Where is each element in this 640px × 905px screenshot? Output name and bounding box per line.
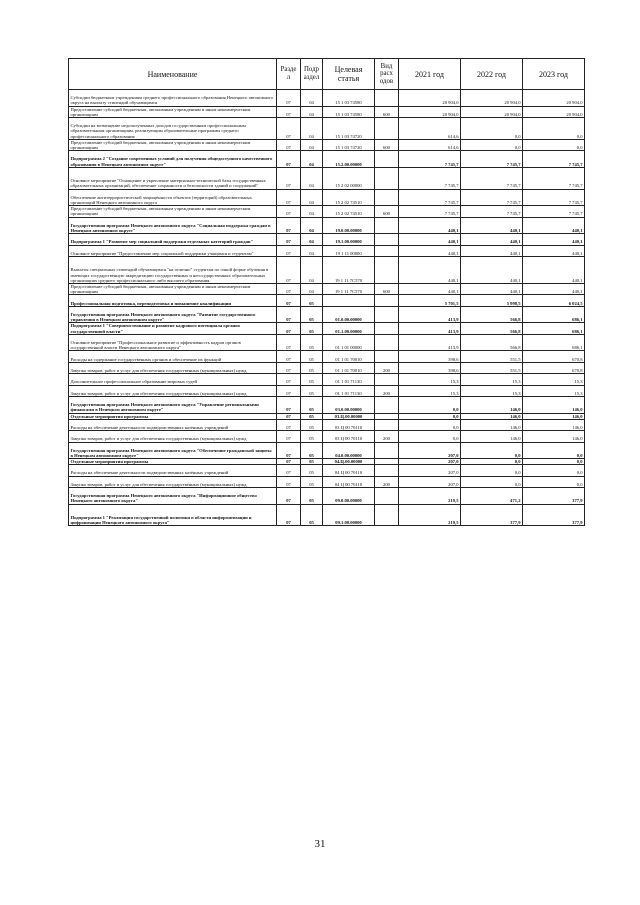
cell-2022: 0,0 (461, 118, 523, 140)
cell-2022: 0,0 (461, 139, 523, 150)
cell-statya: 19.0.00.00000 (323, 217, 375, 234)
cell-statya (323, 295, 375, 306)
cell-2021: 440,1 (399, 234, 461, 245)
table-body (69, 90, 585, 526)
cell-razdel: 07 (277, 442, 301, 459)
cell-razdel: 07 (277, 488, 301, 505)
cell-vid (375, 295, 399, 306)
cell-razdel: 07 (277, 419, 301, 430)
cell-statya: 03 Ц 00 70110 (323, 419, 375, 430)
cell-name: Отдельные мероприятия программы (69, 459, 277, 465)
cell-podrazdel: 05 (301, 295, 323, 306)
cell-podrazdel: 05 (301, 385, 323, 396)
cell-name: Закупка товаров, работ и услуг для обеспечения государственных (муниципальных) нужд (69, 431, 277, 442)
cell-2023: 15,3 (523, 385, 585, 396)
table-row (69, 431, 585, 442)
cell-2021: 219,5 (399, 504, 461, 526)
cell-vid: 600 (375, 139, 399, 150)
cell-2022: 566,8 (461, 323, 523, 334)
cell-2023: 0,0 (523, 476, 585, 487)
cell-vid (375, 334, 399, 351)
cell-2023: 0,0 (523, 139, 585, 150)
cell-podrazdel: 04 (301, 245, 323, 256)
cell-2023: 686,1 (523, 323, 585, 334)
cell-vid (375, 419, 399, 430)
cell-statya: 01 1 01 71130 (323, 385, 375, 396)
cell-2022: 440,1 (461, 245, 523, 256)
budget-table (68, 58, 585, 526)
cell-2023: 7 745,7 (523, 189, 585, 206)
cell-razdel: 07 (277, 106, 301, 117)
cell-podrazdel: 04 (301, 206, 323, 217)
cell-razdel: 07 (277, 396, 301, 413)
cell-razdel: 07 (277, 465, 301, 476)
cell-statya: 19 1 11 7С570 (323, 283, 375, 294)
cell-name: Дополнительное профессиональное образование мировых судей (69, 374, 277, 385)
cell-name: Расходы на содержание государственных органов и обеспечение их функций (69, 351, 277, 362)
cell-2022: 440,1 (461, 256, 523, 283)
cell-2023: 15,3 (523, 374, 585, 385)
cell-razdel: 07 (277, 217, 301, 234)
cell-podrazdel: 04 (301, 189, 323, 206)
cell-vid: 600 (375, 206, 399, 217)
cell-podrazdel: 05 (301, 396, 323, 413)
cell-statya: 01.0.00.00000 (323, 306, 375, 323)
cell-podrazdel: 05 (301, 476, 323, 487)
cell-2022: 377,9 (461, 504, 523, 526)
cell-2022: 7 745,7 (461, 189, 523, 206)
cell-2023: 6 024,5 (523, 295, 585, 306)
cell-razdel: 07 (277, 476, 301, 487)
cell-podrazdel: 05 (301, 504, 323, 526)
cell-statya: 09.0.00.00000 (323, 488, 375, 505)
col-header-2023: 2023 год (523, 59, 585, 90)
table-row (69, 106, 585, 117)
cell-name: Основное мероприятие "Предоставление мер социальной поддержки учащимся и студентам" (69, 245, 277, 256)
cell-vid (375, 151, 399, 168)
table-row (69, 488, 585, 505)
cell-2022: 0,0 (461, 465, 523, 476)
table-row (69, 465, 585, 476)
cell-razdel: 07 (277, 504, 301, 526)
cell-name: Профессиональная подготовка, переподготовка и повышение квалификации (69, 295, 277, 306)
cell-vid (375, 396, 399, 413)
cell-vid (375, 189, 399, 206)
cell-podrazdel: 05 (301, 488, 323, 505)
col-header-razdel: Разде л (277, 59, 301, 90)
cell-2023: 440,1 (523, 245, 585, 256)
cell-2021: 413,9 (399, 323, 461, 334)
cell-podrazdel: 05 (301, 431, 323, 442)
page-number: 31 (314, 838, 326, 850)
cell-2021: 20 904,0 (399, 90, 461, 107)
cell-2021: 207,0 (399, 459, 461, 465)
cell-2023: 440,1 (523, 283, 585, 294)
table-row (69, 283, 585, 294)
cell-statya: 15 1 03 74720 (323, 139, 375, 150)
cell-2021: 219,5 (399, 488, 461, 505)
budget-sheet (68, 58, 584, 526)
cell-podrazdel: 04 (301, 283, 323, 294)
table-row (69, 306, 585, 323)
cell-2021: 614,6 (399, 139, 461, 150)
cell-statya: 04.Ц.00.00000 (323, 459, 375, 465)
cell-podrazdel: 04 (301, 106, 323, 117)
cell-razdel: 07 (277, 245, 301, 256)
cell-statya: 01 1 01 71130 (323, 374, 375, 385)
cell-vid (375, 217, 399, 234)
cell-statya: 15 1 03 74580 (323, 106, 375, 117)
cell-name: Выплаты специальных стипендий обучающимся "на отлично" студентам по очной форме обучения в имеющих государственную аккредитацию государственных и негосударственных образовательных организациях среднего профессионального либо высшего образования (69, 256, 277, 283)
cell-2021: 0,0 (399, 419, 461, 430)
cell-2021: 7 745,7 (399, 167, 461, 189)
cell-statya: 04.0.00.00000 (323, 442, 375, 459)
cell-razdel: 07 (277, 234, 301, 245)
cell-podrazdel: 04 (301, 118, 323, 140)
cell-2021: 440,1 (399, 256, 461, 283)
cell-statya: 15 1 03 74580 (323, 90, 375, 107)
table-row (69, 351, 585, 362)
cell-name: Отдельные мероприятия программы (69, 413, 277, 419)
cell-name: Закупка товаров, работ и услуг для обеспечения государственных (муниципальных) нужд (69, 385, 277, 396)
cell-2023: 146,0 (523, 396, 585, 413)
cell-razdel: 07 (277, 90, 301, 107)
cell-vid (375, 256, 399, 283)
cell-statya: 04 Ц 00 70110 (323, 476, 375, 487)
cell-2023: 0,0 (523, 118, 585, 140)
cell-2022: 146,0 (461, 419, 523, 430)
cell-2023: 377,9 (523, 488, 585, 505)
cell-vid: 600 (375, 283, 399, 294)
cell-2023: 0,0 (523, 465, 585, 476)
cell-2022: 7 745,7 (461, 206, 523, 217)
table-row (69, 217, 585, 234)
cell-name: Расходы на обеспечение деятельности подведомственных казённых учреждений (69, 465, 277, 476)
cell-name: Государственная программа Ненецкого автономного округа "Управление региональными финансами в Ненецком автономном округе" (69, 396, 277, 413)
cell-2021: 15,3 (399, 374, 461, 385)
cell-2022: 15,3 (461, 385, 523, 396)
cell-2023: 377,9 (523, 504, 585, 526)
table-row (69, 323, 585, 334)
cell-statya: 15.2.00.00000 (323, 151, 375, 168)
table-row (69, 362, 585, 373)
cell-2021: 5 701,5 (399, 295, 461, 306)
cell-podrazdel: 04 (301, 90, 323, 107)
cell-2022: 551,5 (461, 362, 523, 373)
cell-2022: 146,0 (461, 396, 523, 413)
cell-razdel: 07 (277, 459, 301, 465)
cell-2023: 7 745,7 (523, 167, 585, 189)
cell-2022: 7 745,7 (461, 167, 523, 189)
cell-2023: 670,8 (523, 351, 585, 362)
cell-2021: 0,0 (399, 413, 461, 419)
table-row (69, 295, 585, 306)
cell-vid (375, 118, 399, 140)
cell-statya: 04 Ц 00 70110 (323, 465, 375, 476)
cell-2023: 440,1 (523, 234, 585, 245)
cell-podrazdel: 04 (301, 234, 323, 245)
cell-2022: 0,0 (461, 459, 523, 465)
cell-razdel: 07 (277, 385, 301, 396)
cell-podrazdel: 05 (301, 459, 323, 465)
cell-podrazdel: 05 (301, 419, 323, 430)
table-header-row (69, 59, 585, 90)
cell-name: Предоставление субсидий бюджетным, автономным учреждениям и иным некоммерческим организациям (69, 106, 277, 117)
cell-name: Расходы на обеспечение деятельности подведомственных казённых учреждений (69, 419, 277, 430)
cell-razdel: 07 (277, 431, 301, 442)
cell-name: Государственная программа Ненецкого автономного округа "Развитие государственного управления в Ненецком автономном округе" (69, 306, 277, 323)
cell-2023: 7 745,7 (523, 206, 585, 217)
cell-2023: 20 904,0 (523, 106, 585, 117)
cell-statya: 01 1 01 70010 (323, 351, 375, 362)
cell-2022: 20 904,0 (461, 106, 523, 117)
cell-2022: 5 998,5 (461, 295, 523, 306)
cell-razdel: 07 (277, 306, 301, 323)
cell-2023: 0,0 (523, 459, 585, 465)
table-row (69, 90, 585, 107)
cell-podrazdel: 05 (301, 413, 323, 419)
cell-name: Обеспечение антитеррористической защищённости объектов (территорий) образовательных организаций Ненецкого автономного округа (69, 189, 277, 206)
cell-podrazdel: 05 (301, 351, 323, 362)
cell-2023: 7 745,7 (523, 151, 585, 168)
table-row (69, 442, 585, 459)
cell-2021: 207,0 (399, 465, 461, 476)
cell-name: Предоставление субсидий бюджетным, автономным учреждениям и иным некоммерческим организациям (69, 283, 277, 294)
cell-2023: 440,1 (523, 256, 585, 283)
table-row (69, 118, 585, 140)
cell-2021: 0,0 (399, 431, 461, 442)
cell-name: Субсидии на возмещение недополученных доходов государственным профессиональным образовательным организациям, реализующим образовательные программы среднего профессионального образования (69, 118, 277, 140)
cell-2021: 207,0 (399, 442, 461, 459)
cell-vid (375, 234, 399, 245)
cell-statya: 01 1 01 70010 (323, 362, 375, 373)
cell-razdel: 07 (277, 334, 301, 351)
cell-statya: 19.1.00.00000 (323, 234, 375, 245)
cell-2022: 551,5 (461, 351, 523, 362)
cell-2021: 440,1 (399, 217, 461, 234)
cell-razdel: 07 (277, 362, 301, 373)
col-header-statya: Целевая статья (323, 59, 375, 90)
cell-2021: 7 745,7 (399, 206, 461, 217)
cell-2022: 440,1 (461, 234, 523, 245)
table-row (69, 234, 585, 245)
cell-name: Предоставление субсидий бюджетным, автономным учреждениям и иным некоммерческим организациям (69, 206, 277, 217)
col-header-vid: Вид расх одов (375, 59, 399, 90)
table-row (69, 189, 585, 206)
cell-name: Закупка товаров, работ и услуг для обеспечения государственных (муниципальных) нужд (69, 476, 277, 487)
cell-vid: 200 (375, 431, 399, 442)
table-row (69, 167, 585, 189)
cell-name: Основное мероприятие "Оснащение и укрепление материально-технической базы государственных образовательных организаций, обеспечение сохранности и безопасности зданий и сооружений" (69, 167, 277, 189)
table-row (69, 476, 585, 487)
cell-2023: 686,1 (523, 306, 585, 323)
cell-name: Подпрограмма 1 "Совершенствование и развитие кадрового потенциала органов государственной власти" (69, 323, 277, 334)
cell-vid: 200 (375, 362, 399, 373)
cell-2022: 0,0 (461, 442, 523, 459)
table-row (69, 151, 585, 168)
table-row (69, 374, 585, 385)
cell-vid (375, 442, 399, 459)
cell-razdel: 07 (277, 139, 301, 150)
table-row (69, 385, 585, 396)
table-row (69, 206, 585, 217)
col-header-2021: 2021 год (399, 59, 461, 90)
cell-name: Подпрограмма 1 "Реализация государственной политики в области информатизации и цифровизации Ненецкого автономного округа" (69, 504, 277, 526)
cell-2023: 0,0 (523, 442, 585, 459)
cell-statya: 15 1 03 74720 (323, 118, 375, 140)
cell-name: Государственная программа Ненецкого автономного округа "Обеспечение гражданской защиты в Ненецком автономном округе" (69, 442, 277, 459)
cell-razdel: 07 (277, 151, 301, 168)
cell-2021: 207,0 (399, 476, 461, 487)
cell-2022: 20 904,0 (461, 90, 523, 107)
cell-2021: 7 745,7 (399, 151, 461, 168)
table-row (69, 334, 585, 351)
cell-statya: 19 1 11 00000 (323, 245, 375, 256)
cell-2022: 0,0 (461, 476, 523, 487)
cell-2021: 15,3 (399, 385, 461, 396)
cell-statya: 03.Ц.00.00000 (323, 413, 375, 419)
cell-2023: 670,8 (523, 362, 585, 373)
cell-2023: 146,0 (523, 431, 585, 442)
cell-vid (375, 488, 399, 505)
cell-vid (375, 323, 399, 334)
cell-statya: 19 1 11 7С570 (323, 256, 375, 283)
cell-vid (375, 90, 399, 107)
cell-podrazdel: 04 (301, 217, 323, 234)
cell-vid: 200 (375, 385, 399, 396)
table-row (69, 245, 585, 256)
cell-razdel: 07 (277, 167, 301, 189)
cell-2022: 566,8 (461, 334, 523, 351)
col-header-name: Наименование (69, 59, 277, 90)
cell-vid: 200 (375, 476, 399, 487)
cell-name: Субсидии бюджетным учреждениям среднего профессионального образования Ненецкого автономного округа на выплату стипендий обучающимся (69, 90, 277, 107)
cell-2023: 440,1 (523, 217, 585, 234)
cell-podrazdel: 04 (301, 167, 323, 189)
cell-vid (375, 351, 399, 362)
col-header-2022: 2022 год (461, 59, 523, 90)
cell-2023: 146,0 (523, 419, 585, 430)
cell-name: Предоставление субсидий бюджетным, автономным учреждениям и иным некоммерческим организациям (69, 139, 277, 150)
cell-vid (375, 504, 399, 526)
table-row (69, 419, 585, 430)
cell-podrazdel: 05 (301, 323, 323, 334)
table-row (69, 139, 585, 150)
cell-name: Государственная программа Ненецкого автономного округа "Информационное общество Ненецкого автономного округа" (69, 488, 277, 505)
cell-vid (375, 167, 399, 189)
cell-podrazdel: 04 (301, 151, 323, 168)
cell-podrazdel: 05 (301, 442, 323, 459)
cell-vid: 600 (375, 106, 399, 117)
cell-2023: 20 904,0 (523, 90, 585, 107)
cell-2023: 686,1 (523, 334, 585, 351)
cell-podrazdel: 04 (301, 139, 323, 150)
cell-2021: 20 904,0 (399, 106, 461, 117)
cell-2022: 7 745,7 (461, 151, 523, 168)
cell-statya: 03 Ц 00 70110 (323, 431, 375, 442)
cell-2022: 146,0 (461, 413, 523, 419)
cell-name: Подпрограмма 2 "Создание современных условий для получения общедоступного качественного образования в Ненецком автономном округе" (69, 151, 277, 168)
cell-statya: 15 2 02 74510 (323, 206, 375, 217)
cell-name: Закупка товаров, работ и услуг для обеспечения государственных (муниципальных) нужд (69, 362, 277, 373)
cell-podrazdel: 05 (301, 374, 323, 385)
table-row (69, 396, 585, 413)
cell-razdel: 07 (277, 256, 301, 283)
cell-razdel: 07 (277, 295, 301, 306)
cell-2021: 0,0 (399, 396, 461, 413)
cell-2021: 614,6 (399, 118, 461, 140)
cell-razdel: 07 (277, 206, 301, 217)
cell-name: Государственная программа Ненецкого автономного округа "Социальная поддержка граждан в Ненецком автономном округе" (69, 217, 277, 234)
cell-statya: 01 1 01 00000 (323, 334, 375, 351)
cell-razdel: 07 (277, 413, 301, 419)
cell-2022: 440,1 (461, 283, 523, 294)
cell-podrazdel: 04 (301, 256, 323, 283)
cell-razdel: 07 (277, 351, 301, 362)
cell-razdel: 07 (277, 374, 301, 385)
cell-podrazdel: 05 (301, 334, 323, 351)
cell-statya: 03.0.00.00000 (323, 396, 375, 413)
cell-2022: 15,3 (461, 374, 523, 385)
cell-2022: 471,2 (461, 488, 523, 505)
cell-vid (375, 306, 399, 323)
cell-razdel: 07 (277, 323, 301, 334)
cell-podrazdel: 05 (301, 362, 323, 373)
table-row (69, 256, 585, 283)
cell-name: Подпрограмма 1 "Развитие мер социальной поддержки отдельных категорий граждан" (69, 234, 277, 245)
cell-razdel: 07 (277, 283, 301, 294)
cell-statya: 15 2 02 74510 (323, 189, 375, 206)
cell-podrazdel: 05 (301, 465, 323, 476)
col-header-podrazdel: Подр аздел (301, 59, 323, 90)
cell-2023: 146,0 (523, 413, 585, 419)
cell-vid (375, 465, 399, 476)
cell-2021: 440,1 (399, 283, 461, 294)
cell-razdel: 07 (277, 118, 301, 140)
cell-statya: 09.1.00.00000 (323, 504, 375, 526)
cell-2022: 146,0 (461, 431, 523, 442)
cell-2021: 398,6 (399, 351, 461, 362)
cell-podrazdel: 05 (301, 306, 323, 323)
cell-statya: 15 2 02 00000 (323, 167, 375, 189)
table-row (69, 504, 585, 526)
cell-razdel: 07 (277, 189, 301, 206)
cell-2022: 566,8 (461, 306, 523, 323)
cell-vid (375, 245, 399, 256)
cell-statya: 01.1.00.00000 (323, 323, 375, 334)
cell-2021: 413,9 (399, 306, 461, 323)
cell-2021: 7 745,7 (399, 189, 461, 206)
cell-2022: 440,1 (461, 217, 523, 234)
cell-2021: 440,1 (399, 245, 461, 256)
cell-2021: 413,9 (399, 334, 461, 351)
cell-name: Основное мероприятие "Профессиональное развитие и эффективность кадров органов государственной власти Ненецкого автономного округа" (69, 334, 277, 351)
cell-vid (375, 374, 399, 385)
cell-2021: 398,6 (399, 362, 461, 373)
